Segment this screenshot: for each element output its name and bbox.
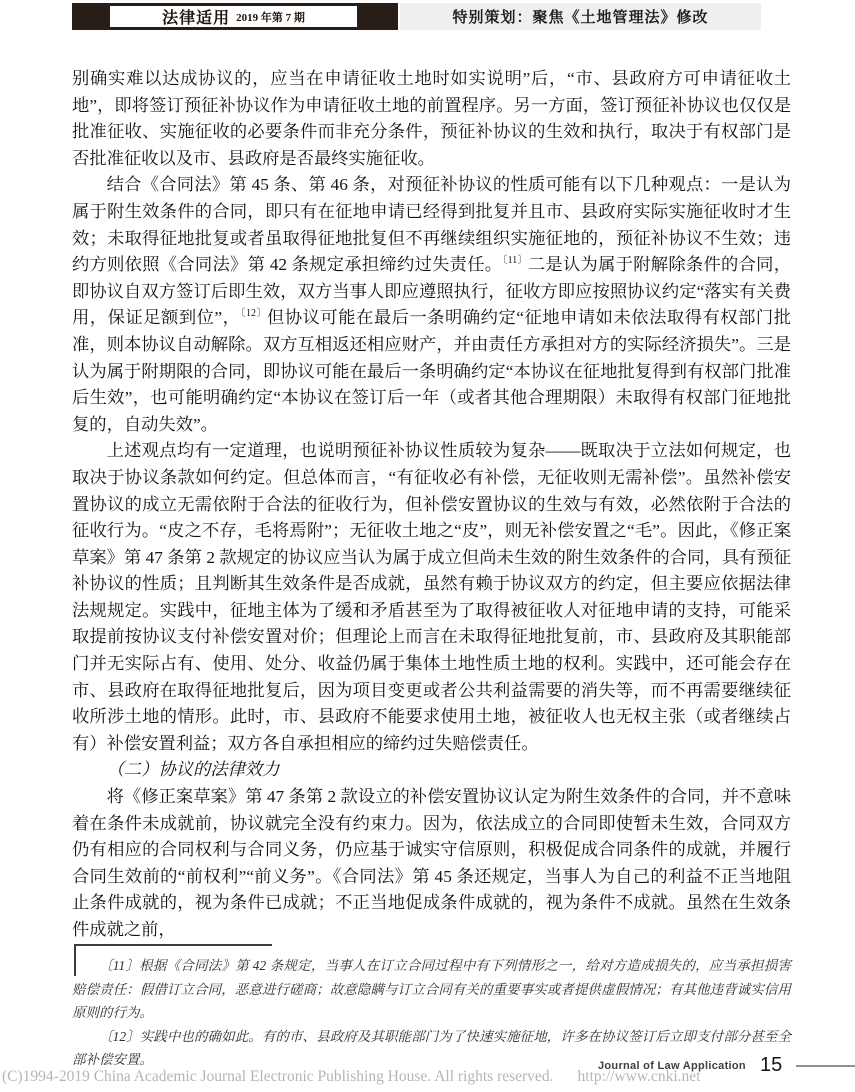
article-body	[72, 66, 791, 944]
body-paragraph-3: 上述观点均有一定道理，也说明预征补协议性质较为复杂——既取决于立法如何规定，也取决于协议条款如何约定。但总体而言，“有征收必有补偿，无征收则无需补偿”。虽然补偿安置协议的成立无需依附于合法的征收行为，但补偿安置协议的生效与有效，必然依附于合法的征收行为。“皮之不存，毛将焉附”；无征收土地之“皮”，则无补偿安置之“毛”。因此，《修正案草案》第 47 条第 2 款规定的协议应当认为属于成立但尚未生效的附生效条件的合同，具有预征补协议的性质；且判断其生效条件是否成就，虽然有赖于协议双方的约定，但主要应依据法律法规规定。实践中，征地主体为了缓和矛盾甚至为了取得被征收人对征地申请的支持，可能采取提前按协议支付补偿安置对价；但理论上而言在未取得征地批复前，市、县政府及其职能部门并无实际占有、使用、处分、收益仍属于集体土地性质土地的权利。实践中，还可能会存在市、县政府在取得征地批复后，因为项目变更或者公共利益需要的消失等，而不再需要继续征收所涉土地的情形。此时，市、县政府不能要求使用土地，被征收人也无权主张（或者继续占有）补偿安置利益；双方各自承担相应的缔约过失赔偿责任。	[72, 441, 791, 753]
body-paragraph-1: 别确实难以达成协议的，应当在申请征收土地时如实说明”后，“市、县政府方可申请征收土地”，即将签订预征补协议作为申请征收土地的前置程序。另一方面，签订预征补协议也仅仅是批准征收、实施征收的必要条件而非充分条件，预征补协议的生效和执行，取决于有权部门是否批准征收以及市、县政府是否最终实施征收。	[72, 69, 791, 168]
section-banner: 特别策划：聚焦《土地管理法》修改	[400, 3, 761, 30]
journal-name: 法律适用	[162, 10, 231, 27]
footnote-11: 〔11〕根据《合同法》第 42 条规定，当事人在订立合同过程中有下列情形之一，给对方造成损失的，应当承担损害赔偿责任：假借订立合同，恶意进行磋商；故意隐瞒与订立合同有关的重要事实或者提供虚假情况；有其他违背诚实信用原则的行为。	[72, 958, 791, 1020]
page-number: 15	[759, 1054, 783, 1076]
journal-header-block	[72, 3, 398, 30]
body-paragraph-4: 将《修正案草案》第 47 条第 2 款设立的补偿安置协议认定为附生效条件的合同，并不意味着在条件未成就前，协议就完全没有约束力。因为，依法成立的合同即使暂未生效，合同双方仍有相应的合同权利与合同义务，仍应基于诚实守信原则，积极促成合同条件的成就，并履行合同生效前的“前权利”“前义务”。《合同法》第 45 条还规定，当事人为自己的利益不正当地阻止条件成就的，视为条件已成就；不正当地促成条件成就的，视为条件不成就。虽然在生效条件成就之前，	[72, 787, 791, 939]
journal-issue: 2019 年第 7 期	[236, 11, 305, 24]
section-heading: （二）协议的法律效力	[106, 760, 280, 780]
footer-copyright-line	[2, 1068, 855, 1086]
footer-rule	[796, 1065, 855, 1067]
copyright-text: (C)1994-2019 China Academic Journal Electronic Publishing House. All rights reserved.	[2, 1068, 554, 1085]
journal-english-name: Journal of Law Application	[598, 1059, 746, 1072]
footnote-reference: 〔12〕	[240, 308, 268, 320]
journal-title-box	[110, 6, 357, 27]
cnki-url: http://www.cnki.net	[577, 1068, 701, 1085]
footnote-reference: 〔11〕	[502, 255, 528, 267]
body-paragraph-2: 结合《合同法》第 45 条、第 46 条，对预征补协议的性质可能有以下几种观点：一是认为属于附生效条件的合同，即只有在征地申请已经得到批复并且市、县政府实际实施征收时才生效；未取得征地批复或者虽取得征地批复但不再继续组织实施征地的，预征补协议不生效；违约方则依照《合同法》第 42 条规定承担缔约过失责任。$^{〔11〕}$二是认为属于附解除条件的合同，即协议自双方签订后即生效，双方当事人即应遵照执行，征收方即应按照协议约定“落实有关费用，保证足额到位”，$^{〔12〕}$但协议可能在最后一条明确约定“征地申请如未依法取得有权部门批准，则本协议自动解除。双方互相返还相应财产，并由责任方承担对方的实际经济损失”。三是认为属于附期限的合同，即协议可能在最后一条明确约定“本协议在征地批复得到有权部门批准后生效”，也可能明确约定“本协议在签订后一年（或者其他合理期限）未取得有权部门征地批复的，自动失效”。	[72, 175, 792, 434]
footnote-12: 〔12〕实践中也的确如此。有的市、县政府及其职能部门为了快速实施征地，许多在协议签订后立即支付部分甚至全部补偿安置。	[72, 1028, 791, 1067]
